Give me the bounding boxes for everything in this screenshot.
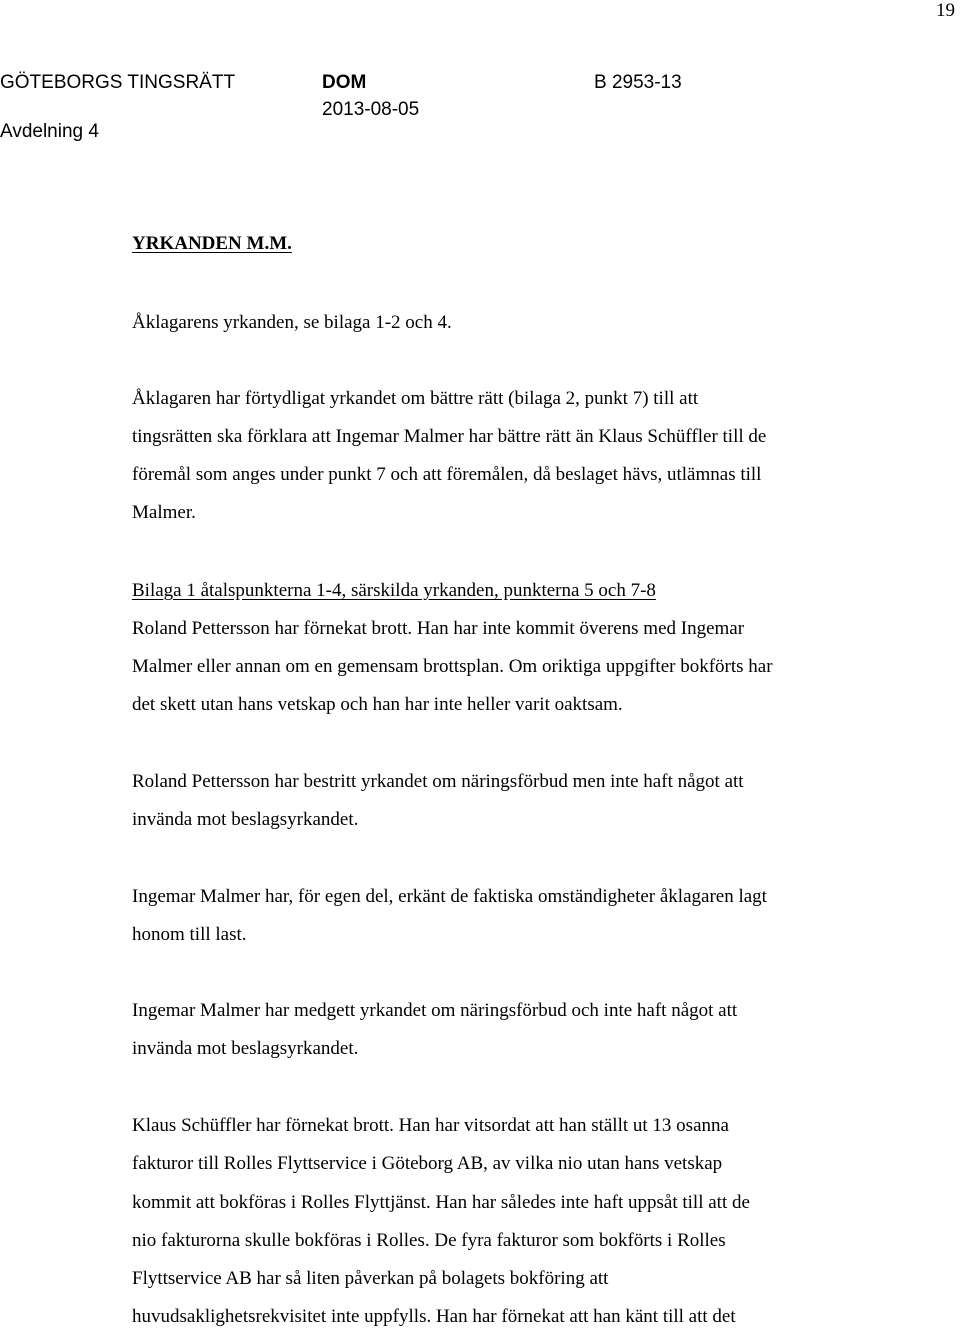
court-name: GÖTEBORGS TINGSRÄTT <box>0 72 236 93</box>
document-date: 2013-08-05 <box>322 99 420 120</box>
paragraph-line: Ingemar Malmer har, för egen del, erkänt de faktiska omständigheter åklagaren lagt <box>132 886 767 907</box>
paragraph-line: Malmer. <box>132 502 196 523</box>
paragraph-line: invända mot beslagsyrkandet. <box>132 1038 359 1059</box>
paragraph-line: Åklagarens yrkanden, se bilaga 1-2 och 4. <box>132 312 452 333</box>
paragraph-line: det skett utan hans vetskap och han har inte heller varit oaktsam. <box>132 694 623 715</box>
paragraph-line: Roland Pettersson har bestritt yrkandet om näringsförbud men inte haft något att <box>132 771 744 792</box>
department: Avdelning 4 <box>0 121 99 142</box>
paragraph-line: Malmer eller annan om en gemensam brottsplan. Om oriktiga uppgifter bokförts har <box>132 656 773 677</box>
page-number: 19 <box>936 0 955 21</box>
paragraph-line: fakturor till Rolles Flyttservice i Göteborg AB, av vilka nio utan hans vetskap <box>132 1153 723 1174</box>
paragraph-line: kommit att bokföras i Rolles Flyttjänst. Han har således inte haft uppsåt till att de <box>132 1192 750 1213</box>
paragraph-line: huvudsaklighetsrekvisitet inte uppfylls. Han har förnekat att han känt till att det <box>132 1306 736 1327</box>
paragraph-line: Klaus Schüffler har förnekat brott. Han har vitsordat att han ställt ut 13 osanna <box>132 1115 729 1136</box>
subheading: Bilaga 1 åtalspunkterna 1-4, särskilda yrkanden, punkterna 5 och 7-8 <box>132 580 656 601</box>
paragraph-line: nio fakturorna skulle bokföras i Rolles. De fyra fakturor som bokförts i Rolles <box>132 1230 726 1251</box>
paragraph-line: invända mot beslagsyrkandet. <box>132 809 359 830</box>
document-type: DOM <box>322 72 367 93</box>
paragraph-line: tingsrätten ska förklara att Ingemar Malmer har bättre rätt än Klaus Schüffler till de <box>132 426 767 447</box>
paragraph-line: Ingemar Malmer har medgett yrkandet om näringsförbud och inte haft något att <box>132 1000 738 1021</box>
paragraph-line: föremål som anges under punkt 7 och att föremålen, då beslaget hävs, utlämnas till <box>132 464 762 485</box>
section-heading: YRKANDEN M.M. <box>132 233 292 254</box>
paragraph-line: Roland Pettersson har förnekat brott. Han har inte kommit överens med Ingemar <box>132 618 745 639</box>
paragraph-line: Åklagaren har förtydligat yrkandet om bättre rätt (bilaga 2, punkt 7) till att <box>132 388 699 409</box>
paragraph-line: Flyttservice AB har så liten påverkan på bolagets bokföring att <box>132 1268 609 1289</box>
paragraph-line: honom till last. <box>132 924 247 945</box>
case-number: B 2953-13 <box>594 72 682 93</box>
